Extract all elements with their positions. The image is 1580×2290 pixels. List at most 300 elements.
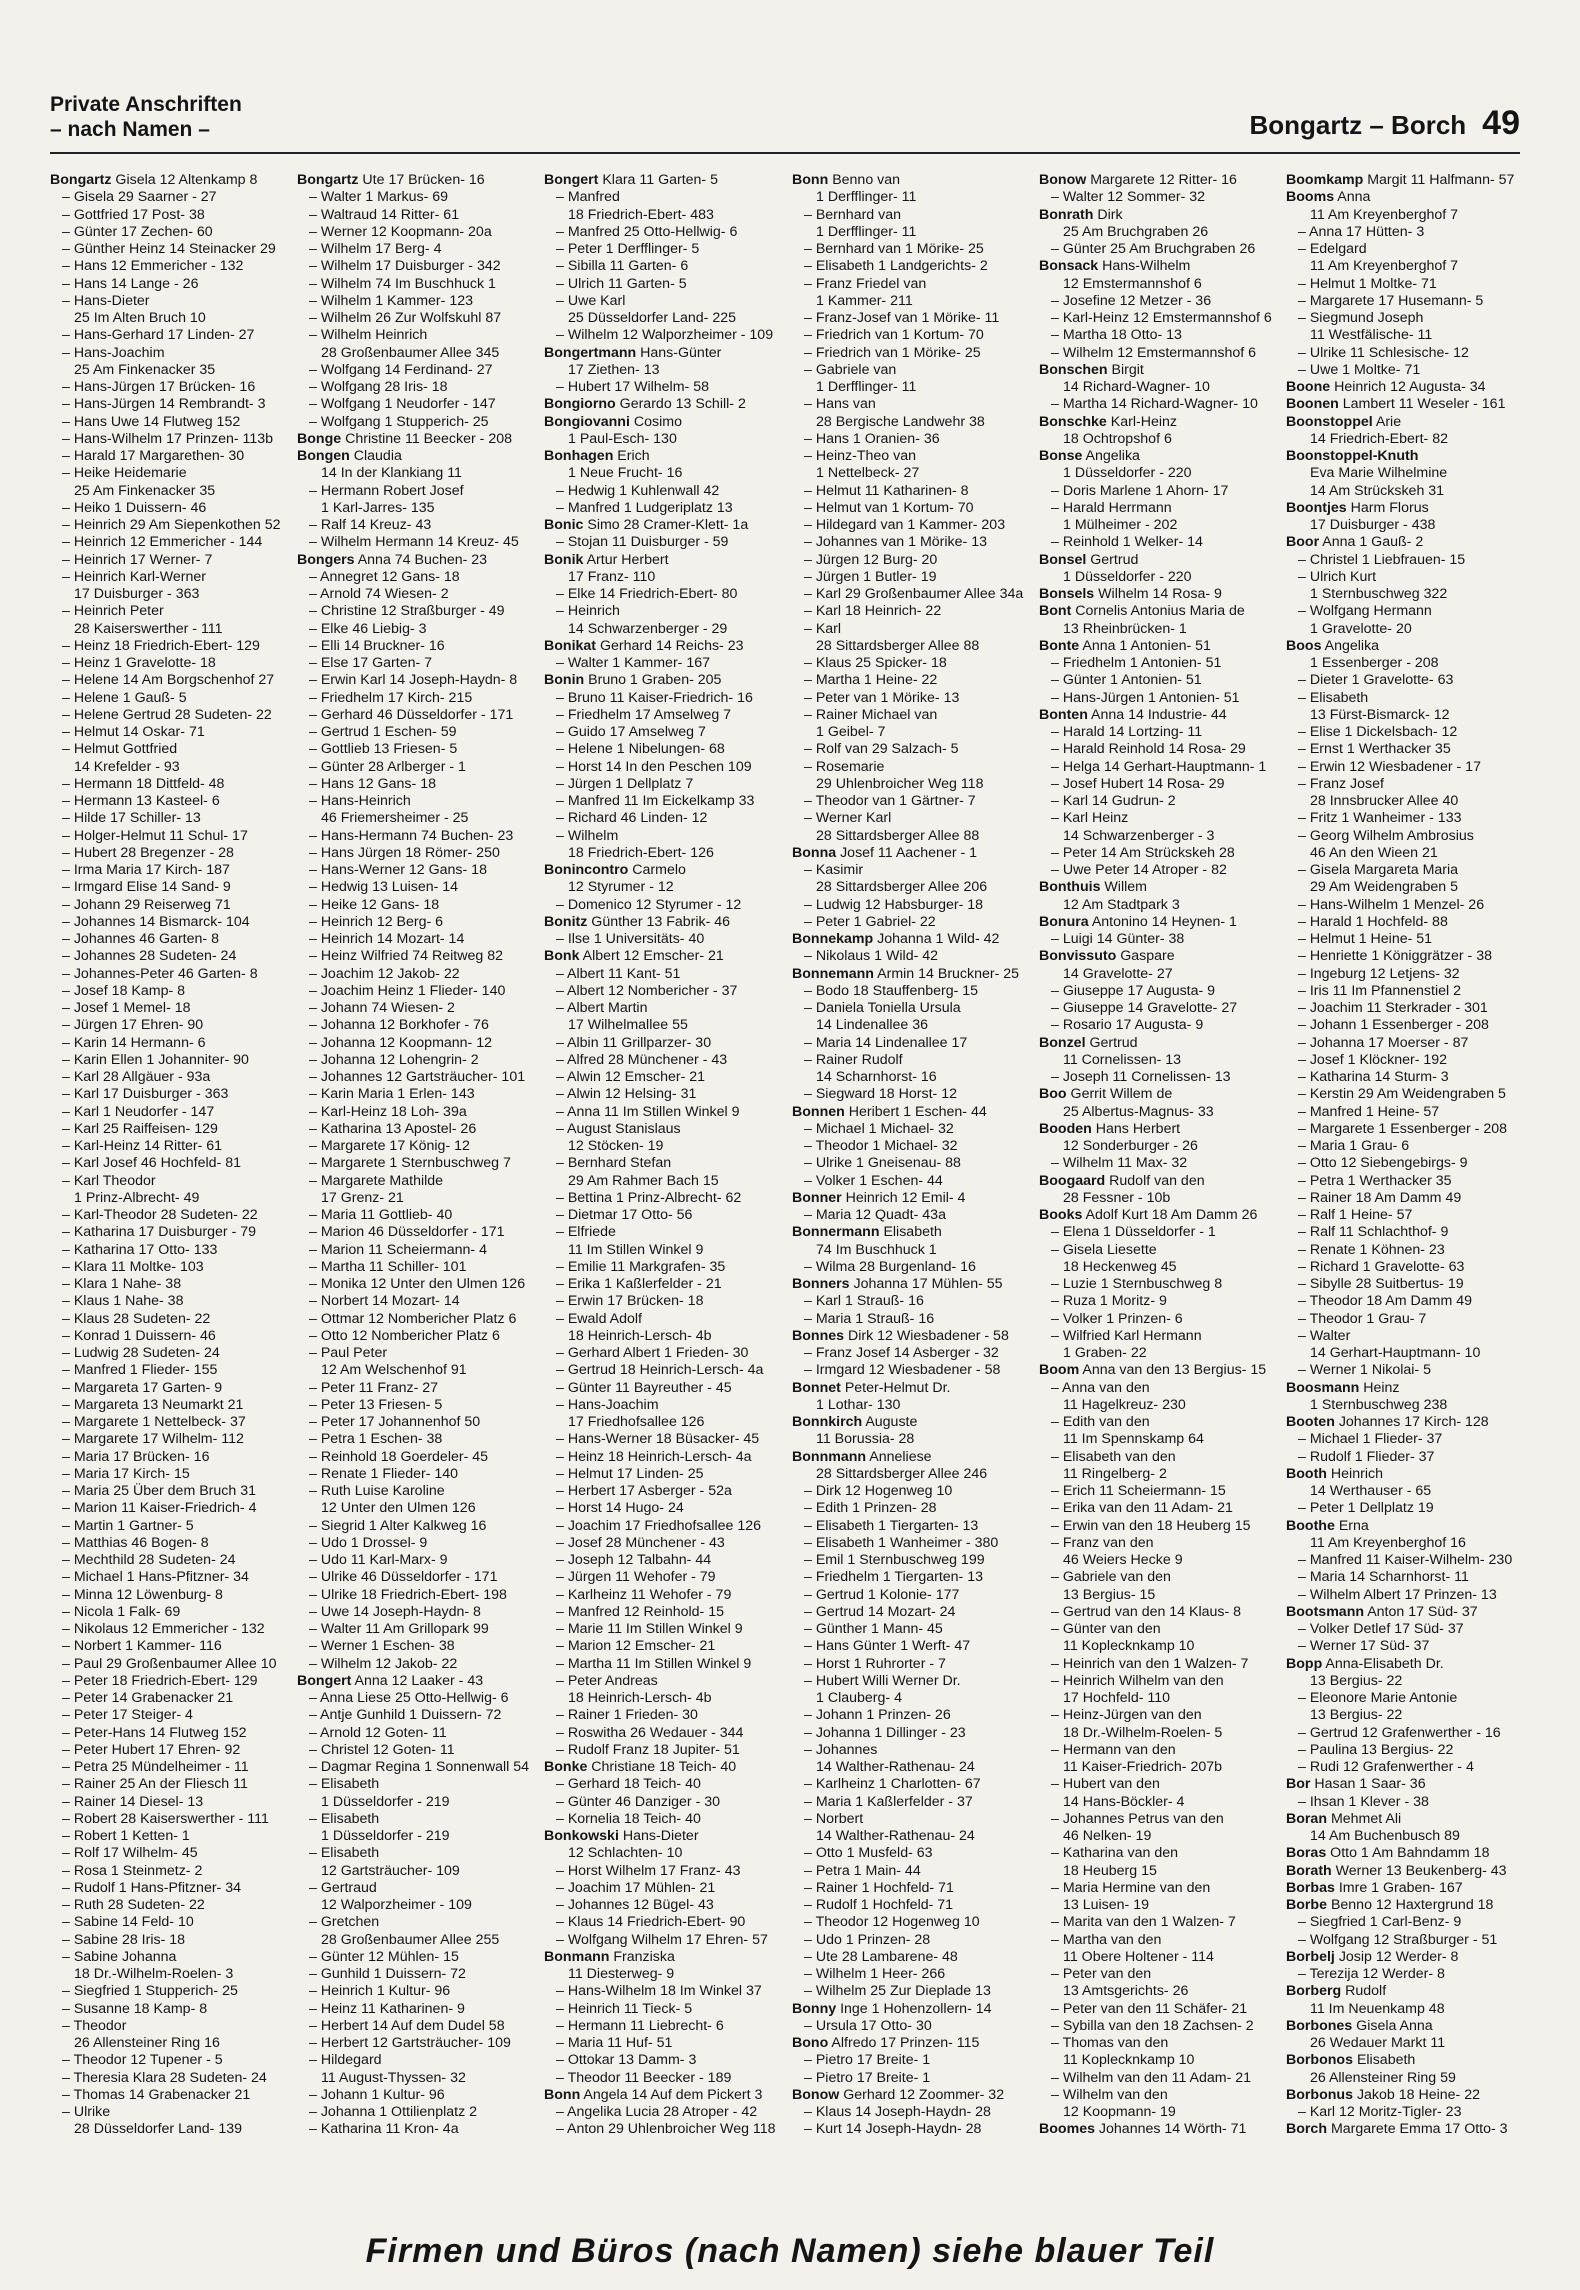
surname-entry — [544, 1828, 779, 1845]
listing-entry: – Wolfgang 12 Straßburger - 51 — [1298, 1931, 1498, 1948]
address-continuation: 13 Fürst-Bismarck- 12 — [1310, 706, 1450, 723]
surname-entry — [1286, 534, 1520, 551]
surname-entry — [1286, 1880, 1520, 1897]
listing-entry: – Ursula 17 Otto- 30 — [804, 2017, 932, 2034]
listing-entry: – Karl — [804, 620, 842, 637]
listing-entry: – Katharina 17 Duisburger - 79 — [62, 1224, 257, 1241]
listing-entry: – Heinz 18 Heinrich-Lersch- 4a — [556, 1448, 752, 1465]
listing-entry: – Martha 1 Heine- 22 — [804, 672, 938, 689]
address-continuation: 14 Am Buchenbusch 89 — [1310, 1828, 1460, 1844]
surname-entry — [544, 948, 779, 965]
surname-entry — [1286, 638, 1520, 655]
listing-entry: – Johannes van 1 Mörike- 13 — [804, 534, 987, 551]
listing-entry: – Günter 11 Bayreuther - 45 — [556, 1379, 732, 1396]
listing-entry: – Rainer 14 Diesel- 13 — [62, 1793, 204, 1810]
listing-entry: – Maria 11 Huf- 51 — [556, 2035, 673, 2051]
listing-entry: – Joachim 11 Sterkrader - 301 — [1298, 1000, 1488, 1016]
listing-entry: – Theodor van 1 Gärtner- 7 — [804, 793, 976, 809]
listing-entry: – Erika 1 Kaßlerfelder - 21 — [556, 1276, 722, 1292]
listing-entry: – Annegret 12 Gans- 18 — [309, 568, 460, 585]
listing-entry: – Terezija 12 Werder- 8 — [1298, 1966, 1445, 1982]
entry-detail: Johanna 17 Mühlen- 55 — [849, 1276, 1003, 1292]
address-continuation: 13 Luisen- 19 — [1063, 1897, 1149, 1913]
listing-entry: – Hans-Werner 18 Büsacker- 45 — [556, 1431, 760, 1448]
address-continuation: 74 Im Buschhuck 1 — [816, 1241, 937, 1258]
listing-entry: – Hans-Joachim — [556, 1396, 659, 1413]
listing-entry: – Heinrich 14 Mozart- 14 — [309, 931, 465, 947]
listing-entry: – Gisela Margareta Maria — [1298, 862, 1459, 878]
address-continuation: 1 Düsseldorfer - 220 — [1063, 568, 1192, 585]
listing-entry: – Anna Liese 25 Otto-Hellwig- 6 — [309, 1690, 509, 1706]
surname: Bonthuis — [1039, 879, 1101, 896]
listing-entry: – Rainer 1 Frieden- 30 — [556, 1707, 698, 1724]
entry-detail: Heinz — [1359, 1379, 1400, 1396]
listing-entry: – Wilhelm 26 Zur Wolfskuhl 87 — [309, 310, 502, 326]
listing-entry: – Marita van den 1 Walzen- 7 — [1051, 1914, 1236, 1931]
listing-entry: – Josef 1 Memel- 18 — [62, 1000, 191, 1016]
listing-entry: – Friedrich van 1 Mörike- 25 — [804, 344, 981, 361]
surname-entry — [792, 172, 1027, 189]
surname: Borbelj — [1286, 1948, 1335, 1965]
listing-entry: – Sibilla 11 Garten- 6 — [556, 258, 689, 275]
address-continuation: 17 Duisburger - 438 — [1310, 517, 1436, 533]
listing-entry: – Michael 1 Hans-Pfitzner- 34 — [62, 1569, 249, 1586]
listing-entry: – Rudolf Franz 18 Jupiter- 51 — [556, 1741, 740, 1758]
surname: Booms — [1286, 189, 1335, 206]
surname: Boos — [1286, 637, 1322, 654]
listing-entry: – Manfred — [556, 189, 620, 206]
listing-entry: – Hans 12 Emmericher - 132 — [62, 258, 244, 275]
surname-entry — [792, 1224, 1027, 1241]
listing-entry: – Otto 12 Siebengebirgs- 9 — [1298, 1155, 1468, 1172]
listing-entry: – Maria 1 Grau- 6 — [1298, 1138, 1410, 1154]
listing-entry: – Hans-Hermann 74 Buchen- 23 — [309, 827, 514, 844]
listing-entry: – Wilhelm van den — [1051, 2086, 1168, 2103]
listing-entry: – Hans-Jürgen 17 Brücken- 16 — [62, 379, 256, 395]
address-continuation: 12 Unter den Ulmen 126 — [321, 1500, 476, 1517]
listing-entry: – Theodor 1 Grau- 7 — [1298, 1310, 1427, 1327]
entry-detail: Anna van den 13 Bergius- 15 — [1079, 1362, 1267, 1379]
listing-entry: – Karl-Theodor 28 Sudeten- 22 — [62, 1207, 258, 1223]
listing-entry: – Ute 28 Lambarene- 48 — [804, 1948, 958, 1965]
listing-entry: – Rainer 25 An der Fliesch 11 — [62, 1776, 248, 1793]
surname: Booth — [1286, 1465, 1327, 1482]
surname: Bonnen — [792, 1103, 845, 1120]
listing-entry: – Michael 1 Michael- 32 — [804, 1120, 954, 1137]
listing-entry: – Horst 1 Ruhrorter - 7 — [804, 1655, 946, 1672]
surname: Bonschke — [1039, 413, 1107, 430]
listing-entry: – Otto 12 Nombericher Platz 6 — [309, 1327, 500, 1344]
listing-entry: – Joachim 17 Mühlen- 21 — [556, 1879, 716, 1896]
listing-entry: – Johannes Petrus van den — [1051, 1810, 1224, 1827]
address-continuation: 46 Friemersheimer - 25 — [321, 810, 469, 827]
listing-entry: – Harald Herrmann — [1051, 499, 1172, 516]
address-continuation: 14 Friedrich-Ebert- 82 — [1310, 430, 1448, 447]
listing-entry: – Karl-Heinz 14 Ritter- 61 — [62, 1138, 223, 1154]
surname: Bonsel — [1039, 551, 1087, 568]
address-continuation: 14 Schwarzenberger - 29 — [568, 620, 728, 637]
surname: Borbones — [1286, 2017, 1353, 2034]
surname: Bono — [792, 2035, 829, 2051]
surname-entry — [792, 2035, 1027, 2052]
entry-detail: Margarete 12 Ritter- 16 — [1086, 172, 1237, 188]
listing-entry: – Ulrike — [62, 2104, 111, 2120]
listing-entry: – Paul 29 Großenbaumer Allee 10 — [62, 1655, 277, 1672]
listing-column — [1286, 172, 1520, 2194]
listing-entry: – Erich 11 Scheiermann- 15 — [1051, 1483, 1226, 1499]
listing-entry: – Hans-Dieter — [62, 292, 150, 309]
listing-entry: – Heinrich 11 Tieck- 5 — [556, 2000, 693, 2017]
listing-entry: – Manfred 11 Kaiser-Wilhelm- 230 — [1298, 1552, 1513, 1568]
entry-detail: Peter-Helmut Dr. — [840, 1379, 951, 1396]
entry-detail: Christiane 18 Teich- 40 — [587, 1759, 737, 1775]
listing-entry: – Peter 11 Franz- 27 — [309, 1379, 439, 1396]
listing-column — [1039, 172, 1274, 2194]
entry-detail: Adolf Kurt 18 Am Damm 26 — [1082, 1207, 1258, 1223]
listing-entry: – Bernhard van — [804, 206, 902, 223]
surname-entry — [1039, 879, 1274, 896]
surname: Bonow — [792, 2086, 840, 2103]
listing-entry: – Gunhild 1 Duissern- 72 — [309, 1966, 466, 1982]
listing-entry: – Ulrike 18 Friedrich-Ebert- 198 — [309, 1586, 507, 1603]
entry-detail: Franziska — [609, 1948, 675, 1965]
listing-entry: – Paulina 13 Bergius- 22 — [1298, 1741, 1454, 1758]
listing-entry: – Albert 12 Nombericher - 37 — [556, 982, 738, 999]
address-continuation: 11 Im Neuenkamp 48 — [1310, 2000, 1445, 2017]
listing-entry: – Hans Günter 1 Werft- 47 — [804, 1638, 971, 1655]
listing-entry: – Harald 1 Hochfeld- 88 — [1298, 913, 1448, 930]
listing-entry: – Katharina 13 Apostel- 26 — [309, 1120, 477, 1137]
listing-entry: – Rainer 1 Hochfeld- 71 — [804, 1879, 954, 1896]
entry-detail: Heinrich — [1326, 1465, 1383, 1482]
surname: Bonitz — [544, 913, 588, 930]
surname-entry — [1286, 2121, 1520, 2138]
listing-entry: – Giuseppe 17 Augusta- 9 — [1051, 982, 1216, 999]
listing-entry: – Heinz Wilfried 74 Reitweg 82 — [309, 948, 503, 965]
listing-entry: – Friedhelm 1 Antonien- 51 — [1051, 655, 1222, 671]
entry-detail: Otto 1 Am Bahndamm 18 — [1326, 1845, 1490, 1862]
listing-entry: – Ingeburg 12 Letjens- 32 — [1298, 965, 1460, 982]
listing-entry: – Helmut 1 Moltke- 71 — [1298, 275, 1437, 292]
address-continuation: 11 Obere Holtener - 114 — [1063, 1948, 1214, 1965]
address-continuation: 12 Koopmann- 19 — [1063, 2104, 1176, 2120]
listing-entry: – Ruth 28 Sudeten- 22 — [62, 1897, 205, 1913]
listing-entry: – Paul Peter — [309, 1345, 388, 1361]
listing-entry: – Herbert 17 Asberger - 52a — [556, 1483, 732, 1499]
entry-detail: Gertrud — [1086, 551, 1139, 568]
listing-entry: – Maria 17 Brücken- 16 — [62, 1448, 210, 1465]
entry-detail: Gerhard 12 Zoommer- 32 — [839, 2086, 1005, 2103]
listing-entry: – Emilie 11 Markgrafen- 35 — [556, 1258, 726, 1275]
address-continuation: 12 Am Stadtpark 3 — [1063, 896, 1180, 913]
address-continuation: 11 Kaiser-Friedrich- 207b — [1063, 1759, 1223, 1775]
listing-entry: – Margarete 1 Sternbuschweg 7 — [309, 1155, 511, 1172]
listing-entry: – Luzie 1 Sternbuschweg 8 — [1051, 1276, 1223, 1292]
address-continuation: 14 Scharnhorst- 16 — [816, 1069, 937, 1085]
entry-detail: Anna — [1334, 189, 1371, 206]
listing-entry: – Johannes-Peter 46 Garten- 8 — [62, 965, 258, 982]
listing-entry: – Karl-Heinz 12 Emstermannshof 6 — [1051, 310, 1272, 326]
listing-entry: – Gerhard 18 Teich- 40 — [556, 1776, 701, 1793]
listing-entry: – Karl 12 Moritz-Tigler- 23 — [1298, 2104, 1462, 2120]
listing-entry: – Erika van den 11 Adam- 21 — [1051, 1500, 1233, 1517]
address-continuation: 28 Kaiserswerther - 111 — [74, 620, 223, 637]
surname: Bonvissuto — [1039, 948, 1117, 965]
listing-entry: – Maria 11 Gottlieb- 40 — [309, 1207, 453, 1223]
entry-detail: Margit 11 Halfmann- 57 — [1363, 172, 1515, 188]
listing-entry: – Gerhard 46 Düsseldorfer - 171 — [309, 706, 514, 723]
address-continuation: 1 Mülheimer - 202 — [1063, 517, 1178, 533]
listing-entry: – Erwin Karl 14 Joseph-Haydn- 8 — [309, 672, 518, 689]
surname: Boomkamp — [1286, 172, 1364, 188]
listing-entry: – Petra 1 Eschen- 38 — [309, 1431, 443, 1448]
listing-entry: – Peter 13 Friesen- 5 — [309, 1396, 443, 1413]
address-continuation: 1 Essenberger - 208 — [1310, 655, 1439, 671]
listing-entry: – Heinz 11 Katharinen- 9 — [309, 2000, 465, 2017]
listing-entry: – Nicola 1 Falk- 69 — [62, 1603, 181, 1620]
address-continuation: 17 Duisburger - 363 — [74, 586, 200, 602]
surname-entry — [544, 517, 779, 534]
listing-entry: – Hedwig 13 Luisen- 14 — [309, 879, 459, 896]
listing-entry: – Gertraud — [309, 1879, 377, 1896]
entry-detail: Karl-Heinz — [1106, 413, 1177, 430]
address-continuation: 11 Hagelkreuz- 230 — [1063, 1396, 1186, 1413]
listing-entry: – Irma Maria 17 Kirch- 187 — [62, 862, 230, 878]
surname-entry — [1039, 1207, 1274, 1224]
listing-entry: – Johannes 12 Gartsträucher- 101 — [309, 1069, 526, 1085]
address-continuation: 13 Amtsgerichts- 26 — [1063, 1983, 1189, 2000]
listing-entry: – Else 17 Garten- 7 — [309, 655, 433, 671]
address-continuation: 12 Stöcken- 19 — [568, 1138, 664, 1154]
surname-entry — [1286, 1776, 1520, 1793]
address-continuation: 17 Ziethen- 13 — [568, 361, 660, 378]
surname: Bonikat — [544, 637, 597, 654]
entry-detail: Alfredo 17 Prinzen- 115 — [828, 2035, 980, 2051]
listing-entry: – Joachim 12 Jakob- 22 — [309, 965, 460, 982]
surname-entry — [544, 672, 779, 689]
listing-entry: – Heinrich — [556, 603, 620, 620]
listing-entry: – Peter van den 11 Schäfer- 21 — [1051, 2000, 1248, 2017]
listing-entry: – Heinrich van den 1 Walzen- 7 — [1051, 1655, 1249, 1672]
listing-entry: – Franz-Josef van 1 Mörike- 11 — [804, 310, 1000, 326]
listing-entry: – Arnold 74 Wiesen- 2 — [309, 586, 449, 602]
listing-entry: – Helene 1 Gauß- 5 — [62, 689, 187, 706]
listing-entry: – Wilhelm 1 Kammer- 123 — [309, 292, 473, 309]
listing-entry: – Margareta 13 Neumarkt 21 — [62, 1396, 244, 1413]
listing-entry: – Karl 17 Duisburger - 363 — [62, 1086, 229, 1103]
listing-entry: – Harald Reinhold 14 Rosa- 29 — [1051, 741, 1246, 758]
listing-entry: – Katharina 17 Otto- 133 — [62, 1241, 218, 1258]
listing-entry: – Wolfgang 28 Iris- 18 — [309, 379, 448, 395]
surname-entry — [544, 862, 779, 879]
listing-entry: – Margarete 1 Essenberger - 208 — [1298, 1120, 1507, 1137]
surname: Booden — [1039, 1120, 1092, 1137]
listing-entry: – Günter 12 Mühlen- 15 — [309, 1948, 459, 1965]
listing-entry: – Werner 1 Nikolai- 5 — [1298, 1362, 1431, 1379]
listing-entry: – Ruth Luise Karoline — [309, 1483, 445, 1499]
address-continuation: 14 Krefelder - 93 — [74, 758, 180, 775]
address-continuation: 12 Schlachten- 10 — [568, 1845, 683, 1862]
listing-entry: – Maria 25 Über dem Bruch 31 — [62, 1483, 256, 1499]
listing-entry: – Ruza 1 Moritz- 9 — [1051, 1293, 1167, 1310]
listing-entry: – Ludwig 28 Sudeten- 24 — [62, 1345, 220, 1361]
listing-entry: – Elfriede — [556, 1224, 616, 1241]
address-continuation: 28 Sittardsberger Allee 246 — [816, 1465, 988, 1482]
entry-detail: Angela 14 Auf dem Pickert 3 — [580, 2086, 763, 2103]
listing-entry: – Anna 17 Hütten- 3 — [1298, 223, 1425, 240]
surname-entry — [792, 2001, 1027, 2018]
surname: Boogaard — [1039, 1172, 1106, 1189]
listing-entry: – Ulrich Kurt — [1298, 568, 1377, 585]
address-continuation: 18 Ochtropshof 6 — [1063, 430, 1172, 447]
surname: Bopp — [1286, 1655, 1323, 1672]
surname: Bonow — [1039, 172, 1087, 188]
entry-detail: Anna 1 Gauß- 2 — [1319, 534, 1424, 551]
surname: Bonschen — [1039, 361, 1108, 378]
surname-entry — [1286, 1863, 1520, 1880]
address-continuation: 11 Am Kreyenberghof 16 — [1310, 1534, 1466, 1551]
surname: Borbas — [1286, 1879, 1335, 1896]
listing-entry: – Hans-Werner 12 Gans- 18 — [309, 862, 487, 878]
address-continuation: 18 Friedrich-Ebert- 126 — [568, 844, 714, 861]
listing-entry: – Thomas van den — [1051, 2035, 1169, 2051]
listing-entry: – Hans 14 Lange - 26 — [62, 275, 199, 292]
surname-entry — [792, 1190, 1027, 1207]
listing-entry: – Theodor 18 Am Damm 49 — [1298, 1293, 1473, 1310]
listing-entry: – Albert 11 Kant- 51 — [556, 965, 681, 982]
address-continuation: 12 Gartsträucher- 109 — [321, 1862, 460, 1879]
listing-entry: – Johann 1 Prinzen- 26 — [804, 1707, 951, 1724]
listing-entry: – Heiko 1 Duissern- 46 — [62, 499, 207, 516]
surname: Bonge — [297, 430, 342, 447]
listing-entry: – Theodor — [62, 2017, 127, 2034]
surname: Booten — [1286, 1414, 1335, 1430]
listing-entry: – Rosario 17 Augusta- 9 — [1051, 1017, 1204, 1034]
listing-entry: – Herbert 12 Gartsträucher- 109 — [309, 2035, 511, 2051]
address-continuation: 11 Westfälische- 11 — [1310, 327, 1433, 344]
listing-entry: – Hilde 17 Schiller- 13 — [62, 810, 201, 827]
listing-entry: – Wilhelm 17 Duisburger - 342 — [309, 258, 501, 275]
listing-entry: – Peter 1 Dellplatz 19 — [1298, 1500, 1434, 1517]
listing-entry: – Walter 1 Kammer- 167 — [556, 655, 711, 671]
listing-entry: – Gottfried 17 Post- 38 — [62, 206, 205, 223]
listing-entry: – Hildegard — [309, 2052, 382, 2069]
listing-entry: – Wilma 28 Burgenland- 16 — [804, 1258, 976, 1275]
listing-entry: – Gertrud van den 14 Klaus- 8 — [1051, 1603, 1242, 1620]
listing-entry: – Günter 46 Danziger - 30 — [556, 1793, 721, 1810]
listing-entry: – Klaus 14 Joseph-Haydn- 28 — [804, 2104, 991, 2120]
entry-detail: Hans-Wilhelm — [1098, 258, 1191, 275]
entry-detail: Benno 12 Haxtergrund 18 — [1327, 1897, 1494, 1913]
listing-entry: – Maria 14 Scharnhorst- 11 — [1298, 1569, 1469, 1586]
surname-entry — [50, 172, 285, 189]
entry-detail: Anna 14 Industrie- 44 — [1087, 706, 1227, 723]
address-continuation: 1 Lothar- 130 — [816, 1396, 901, 1413]
listing-entry: – Sibylle 28 Suitbertus- 19 — [1298, 1276, 1464, 1292]
listing-entry: – Hildegard van 1 Kammer- 203 — [804, 517, 1006, 533]
listing-entry: – Martha 18 Otto- 13 — [1051, 327, 1182, 344]
surname-entry — [1286, 1380, 1520, 1397]
surname: Bonincontro — [544, 862, 629, 878]
listing-entry: – Helmut Gottfried — [62, 741, 178, 758]
listing-entry: – Ulrich 11 Garten- 5 — [556, 275, 687, 292]
listing-entry: – Martin 1 Gartner- 5 — [62, 1517, 194, 1534]
listing-entry: – Ottokar 13 Damm- 3 — [556, 2052, 697, 2069]
surname: Bonk — [544, 948, 580, 965]
surname-entry — [1286, 1811, 1520, 1828]
listing-entry: – Johanna 12 Lohengrin- 2 — [309, 1051, 479, 1068]
listing-entry: – Manfred 1 Heine- 57 — [1298, 1103, 1440, 1120]
listing-entry: – Siegward 18 Horst- 12 — [804, 1086, 957, 1103]
listing-entry: – Klaus 25 Spicker- 18 — [804, 655, 947, 671]
surname-entry — [1039, 948, 1274, 965]
listing-entry: – Guido 17 Amselweg 7 — [556, 724, 706, 740]
entry-detail: Artur Herbert — [583, 551, 669, 568]
surname-entry — [1039, 1121, 1274, 1138]
listing-entry: – Hans 12 Gans- 18 — [309, 775, 436, 792]
surname: Boran — [1286, 1810, 1327, 1827]
entry-detail: Gaspare — [1116, 948, 1175, 965]
listing-entry: – Heike Heidemarie — [62, 465, 187, 482]
address-continuation: 11 Ringelberg- 2 — [1063, 1465, 1167, 1482]
listing-entry: – Peter 17 Steiger- 4 — [62, 1707, 193, 1724]
listing-entry: – Manfred 1 Ludgeriplatz 13 — [556, 499, 733, 516]
address-continuation: 1 Düsseldorfer - 219 — [321, 1793, 450, 1810]
listing-column — [792, 172, 1027, 2194]
address-continuation: 46 An den Wieen 21 — [1310, 844, 1438, 861]
listing-entry: – Ralf 1 Heine- 57 — [1298, 1207, 1413, 1223]
surname: Bongertmann — [544, 344, 637, 361]
listing-entry: – Rudi 12 Grafenwerther - 4 — [1298, 1759, 1474, 1775]
listing-entry: – Josef Hubert 14 Rosa- 29 — [1051, 775, 1225, 792]
surname: Bonsels — [1039, 586, 1095, 602]
surname: Bonners — [792, 1276, 850, 1292]
listing-entry: – Hans-Jürgen 14 Rembrandt- 3 — [62, 396, 266, 413]
listing-entry: – Peter Hubert 17 Ehren- 92 — [62, 1741, 241, 1758]
listing-entry: – Johanna 12 Borkhofer - 76 — [309, 1017, 489, 1034]
listing-entry: – Jürgen 12 Burg- 20 — [804, 551, 938, 568]
surname-entry — [1039, 1035, 1274, 1052]
listing-entry: – Elisabeth van den — [1051, 1448, 1176, 1465]
listing-entry: – Erwin van den 18 Heuberg 15 — [1051, 1517, 1251, 1534]
listing-entry: – Matthias 46 Bogen- 8 — [62, 1534, 209, 1551]
listing-entry: – Katharina van den — [1051, 1845, 1178, 1862]
listing-entry: – Johann 74 Wiesen- 2 — [309, 1000, 455, 1016]
listing-entry: – Elke 14 Friedrich-Ebert- 80 — [556, 586, 738, 602]
address-continuation: 17 Grenz- 21 — [321, 1189, 404, 1206]
listing-entry: – Ralf 14 Kreuz- 43 — [309, 517, 432, 533]
surname: Bonhagen — [544, 448, 614, 464]
surname: Bonn — [544, 2086, 581, 2103]
name-range: Bongartz – Borch — [1249, 110, 1467, 140]
address-continuation: 18 Heckenweg 45 — [1063, 1258, 1177, 1275]
listing-entry: – Walter 11 Am Grillopark 99 — [309, 1621, 489, 1637]
listing-entry: – Irmgard Elise 14 Sand- 9 — [62, 879, 231, 896]
listing-entry: – Rainer Michael van — [804, 706, 938, 723]
listing-entry: – Henriette 1 Königgrätzer - 38 — [1298, 948, 1493, 965]
address-continuation: 1 Derfflinger- 11 — [816, 223, 917, 240]
listing-entry: – Marion 11 Scheiermann- 4 — [309, 1241, 487, 1258]
listing-entry: – Günter 1 Antonien- 51 — [1051, 672, 1202, 689]
address-continuation: 12 Sonderburger - 26 — [1063, 1138, 1198, 1154]
page-range-header — [1249, 104, 1520, 143]
section-header — [50, 92, 242, 142]
address-continuation: 28 Innsbrucker Allee 40 — [1310, 793, 1459, 809]
address-continuation: 26 Allensteiner Ring 16 — [74, 2035, 220, 2051]
listing-entry: – Sybilla van den 18 Zachsen- 2 — [1051, 2017, 1254, 2034]
address-continuation: 28 Fessner - 10b — [1063, 1189, 1171, 1206]
surname-entry — [1286, 2052, 1520, 2069]
